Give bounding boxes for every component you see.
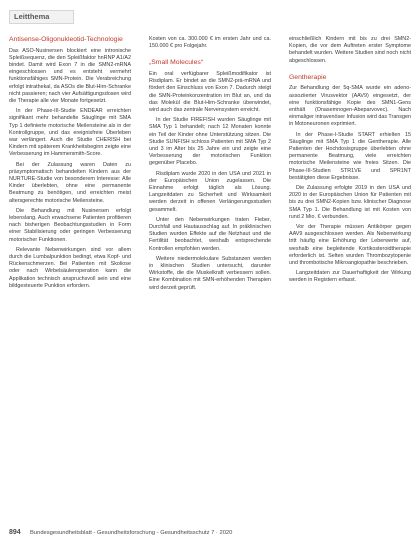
section-heading-aso: Antisense-Oligonukleotid-Technologie	[9, 36, 123, 43]
text-column-3	[289, 36, 411, 522]
paragraph: In der Phase-III-Studie ENDEAR erreichten signifikant mehr behandelte Säuglinge mit SMA Typ 1 definierte motorische Meilensteine als in der Kontrollgruppe, und das ereignisfreie Überleben war verlängert. Auch die Studie CHERISH bei Kindern mit späterem Krankheitsbeginn zeigte eine Verbesserung im Hammersmith-Score.	[9, 108, 131, 158]
section-heading-gentherapie: Gentherapie	[289, 73, 327, 81]
paragraph: Langzeitdaten zur Dauerhaftigkeit der Wirkung werden in Registern erfasst.	[289, 270, 411, 284]
paragraph: Bei der Zulassung waren Daten zu präsymptomatisch behandelten Kindern aus der NURTURE-Studie von besonderem Interesse: Alle Kinder überlebten, ohne eine permanente Beatmung zu benötigen, und erreichten meist altersgerechte motorische Meilensteine.	[9, 161, 131, 204]
section-label: Leitthema	[14, 12, 50, 21]
paragraph: Die Zulassung erfolgte 2019 in den USA und 2020 in der Europäischen Union für Patienten mit bis zu drei SMN2-Kopien bzw. klinischer Diagnose SMA Typ 1. Die Behandlung ist mit Kosten von rund 2 Mio. € verbunden.	[289, 185, 411, 220]
paragraph-continued: Kosten von ca. 300.000 € im ersten Jahr und ca. 150.000 € pro Folgejahr.	[149, 36, 271, 50]
page-number: 894	[9, 529, 21, 536]
section-label-box	[9, 10, 74, 24]
paragraph: Relevante Nebenwirkungen sind vor allem durch die Lumbalpunktion bedingt, etwa Kopf- und Rückenschmerzen. Bei Patienten mit Skoliose oder nach Wirbelsäulenoperation kann die Applikation technisch anspruchsvoll sein und eine bildgesteuerte Punktion erfordern.	[9, 246, 131, 289]
paragraph: Weitere niedermolekulare Substanzen werden in klinischen Studien untersucht, darunter Wirkstoffe, die die Muskelkraft verbessern sollen. Eine Kombination mit SMN-erhöhenden Therapien wird derzeit geprüft.	[149, 255, 271, 291]
paragraph: In der Studie FIREFISH wurden Säuglinge mit SMA Typ 1 behandelt; nach 12 Monaten konnte ein Teil der Kinder ohne Unterstützung sitzen. Die Studie SUNFISH schloss Patienten mit SMA Typ 2 und 3 im Alter bis 25 Jahre ein und zeigte eine Verbesserung der motorischen Funktion gegenüber Placebo.	[149, 117, 271, 167]
paragraph: In der Phase-I-Studie START erhielten 15 Säuglinge mit SMA Typ 1 die Gentherapie. Alle Patienten der Hochdosisgruppe überlebten ohne permanente Beatmung, viele erreichten motorische Meilensteine wie freies Sitzen. Die Phase-III-Studien STR1VE und SPR1NT bestätigten diese Ergebnisse.	[289, 131, 411, 181]
section-heading-small-molecules: „Small Molecules“	[149, 59, 204, 67]
paragraph: Zur Behandlung der 5q-SMA wurde ein adeno-assoziierter Virusvektor (AAV9) eingesetzt, der eine funktionsfähige Kopie des SMN1-Gens enthält (Onasemnogen-Abeparvovec). Nach einmaliger intravenöser Infusion wird das Transgen in Motoneuronen exprimiert.	[289, 85, 411, 128]
paragraph-continued: einschließlich Kindern mit bis zu drei SMN2-Kopien, die vor dem Auftreten erster Symptome behandelt wurden. Weitere Studien sind noch nicht abgeschlossen.	[289, 36, 411, 64]
journal-citation: Bundesgesundheitsblatt - Gesundheitsforschung - Gesundheitsschutz 7 · 2020	[30, 530, 233, 536]
paragraph: Unter den Nebenwirkungen traten Fieber, Durchfall und Hautausschlag auf. In präklinischen Studien wurden Effekte auf die Netzhaut und die Fertilität beobachtet, weshalb entsprechende Kontrollen empfohlen werden.	[149, 216, 271, 252]
text-column-2	[149, 36, 271, 522]
paragraph: Die Behandlung mit Nusinersen erfolgt lebenslang. Auch erwachsene Patienten profitieren nach bisherigen Beobachtungsstudien in Form einer Stabilisierung oder geringen Verbesserung motorischer Funktionen.	[9, 207, 131, 243]
paragraph: Ein oral verfügbarer Spleißmodifikator ist Risdiplam. Er bindet an die SMN2-prä-mRNA und fördert den Einschluss von Exon 7. Dadurch steigt die SMN-Proteinkonzentration im Blut an, und da das Molekül die Blut-Hirn-Schranke überwindet, wird auch das zentrale Nervensystem erreicht.	[149, 71, 271, 114]
paragraph: Das ASO-Nusinersen blockiert eine intronische Spleißsequenz, die den Spleißfaktor hnRNP A1/A2 bindet. Damit wird Exon 7 in die SMN2-mRNA eingeschlossen und es entsteht vermehrt funktionsfähiges SMN-Protein. Die Verabreichung erfolgt intrathekal, da ASOs die Blut-Hirn-Schranke nicht passieren; nach vier Aufsättigungsdosen wird die Therapie alle vier Monate fortgesetzt.	[9, 47, 131, 105]
paragraph: Vor der Therapie müssen Antikörper gegen AAV9 ausgeschlossen werden. Als Nebenwirkung tritt häufig eine Erhöhung der Leberwerte auf, weshalb eine begleitende Kortikosteroidtherapie erforderlich ist. Selten wurden Thrombozytopenie und thrombotische Mikroangiopathie beschrieben.	[289, 224, 411, 267]
paragraph: Risdiplam wurde 2020 in den USA und 2021 in der Europäischen Union zugelassen. Die Einnahme erfolgt täglich als Lösung. Langzeitdaten zu Sicherheit und Wirksamkeit werden derzeit in offenen Verlängerungsstudien gesammelt.	[149, 170, 271, 213]
text-column-1	[9, 36, 131, 522]
